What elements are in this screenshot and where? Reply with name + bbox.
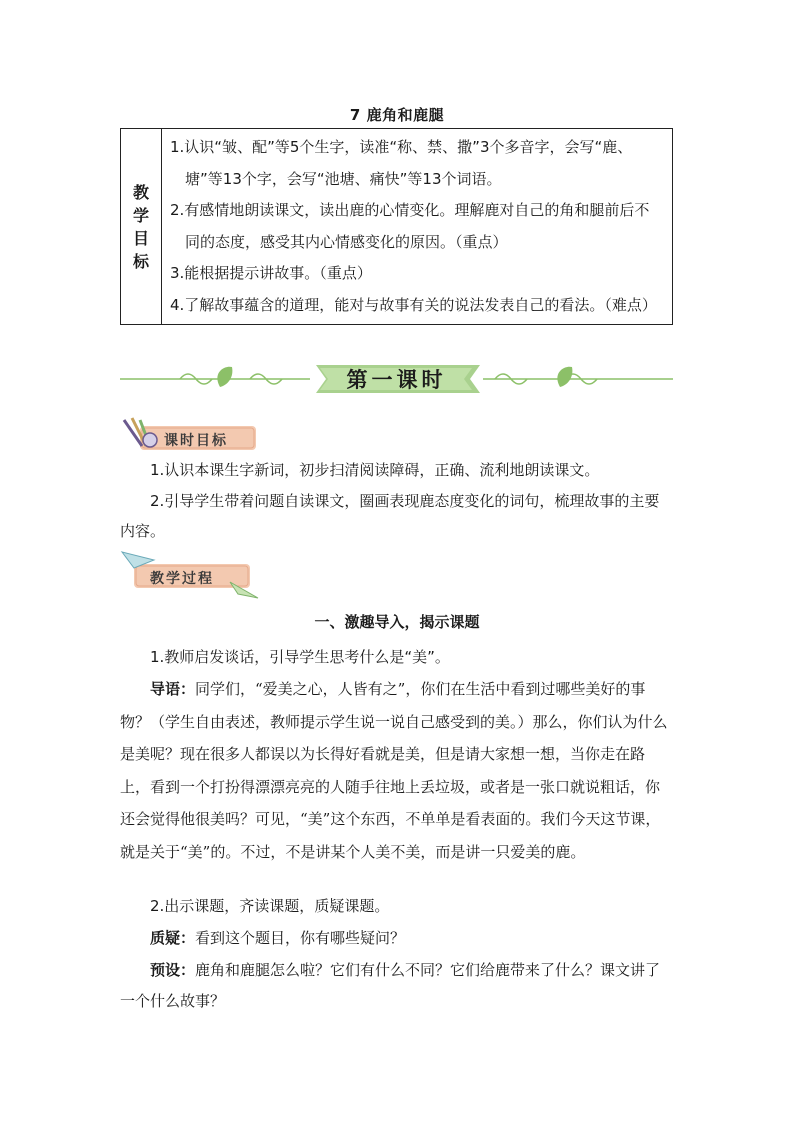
process-badge-text: 教学过程: [150, 571, 214, 587]
preset-paragraph: [120, 955, 674, 1017]
step-one: 1.教师启发谈话，引导学生思考什么是“美”。: [150, 648, 450, 666]
question-label: 质疑：: [150, 929, 196, 947]
lesson-banner: [120, 361, 673, 397]
teaching-goals-table: [120, 128, 673, 325]
goals-content-cell: [162, 129, 673, 325]
preset-text: 鹿角和鹿腿怎么啦？它们有什么不同？它们给鹿带来了什么？课文讲了一个什么故事？: [120, 961, 661, 1010]
goals-label-char: 目: [132, 228, 149, 248]
goals-label-char: 教: [132, 182, 149, 202]
banner-title: 第一课时: [346, 367, 447, 392]
lesson-goal-item: 2.引导学生带着问题自读课文，圈画表现鹿态度变化的词句，梳理故事的主要内容。: [120, 492, 660, 540]
goals-label-cell: [121, 129, 162, 325]
preset-label: 预设：: [150, 961, 196, 979]
goal-item: 1.认识“皱、配”等5个生字，读准“称、禁、撒”3个多音字，会写“鹿、塘”等13个字，会写“池塘、痛快”等13个词语。: [170, 138, 633, 188]
goal-item: 2.有感情地朗读课文，读出鹿的心情变化。理解鹿对自己的角和腿前后不同的态度，感受其内心情感变化的原因。（重点）: [170, 201, 650, 251]
question-paragraph: [120, 923, 674, 953]
page-title: 7 鹿角和鹿腿: [349, 106, 445, 124]
goal-item: 4.了解故事蕴含的道理，能对与故事有关的说法发表自己的看法。（难点）: [170, 295, 657, 314]
intro-label: 导语：: [150, 680, 196, 698]
intro-text: 同学们，“爱美之心，人皆有之”，你们在生活中看到过哪些美好的事物？（学生自由表述，教师提示学生说一说自己感受到的美。）那么，你们认为什么是美呢？现在很多人都误以为长得好看就是美，但是请大家想一想，当你走在路上，看到一个打扮得漂漂亮亮的人随手往地上丢垃圾，或者是一张口就说粗话，你还会觉得他很美吗？可见，“美”这个东西，不单单是看表面的。我们今天这节课，就是关于“美”的。不过，不是讲某个人美不美，而是讲一只爱美的鹿。: [120, 680, 668, 861]
question-text: 看到这个题目，你有哪些疑问？: [195, 929, 406, 947]
goal-item: 3.能根据提示讲故事。（重点）: [170, 264, 372, 282]
step-two: 2.出示课题，齐读课题，质疑课题。: [150, 897, 390, 915]
section-heading: 一、激趣导入，揭示课题: [314, 613, 480, 631]
goals-label-char: 标: [132, 251, 149, 271]
lesson-goals-badge-text: 课时目标: [164, 433, 228, 449]
intro-paragraph: [120, 673, 674, 868]
lesson-goal-item: 1.认识本课生字新词，初步扫清阅读障碍，正确、流利地朗读课文。: [150, 461, 600, 479]
process-badge: [120, 550, 260, 588]
goals-label-char: 学: [132, 205, 149, 225]
lesson-goals-badge: [120, 416, 260, 454]
